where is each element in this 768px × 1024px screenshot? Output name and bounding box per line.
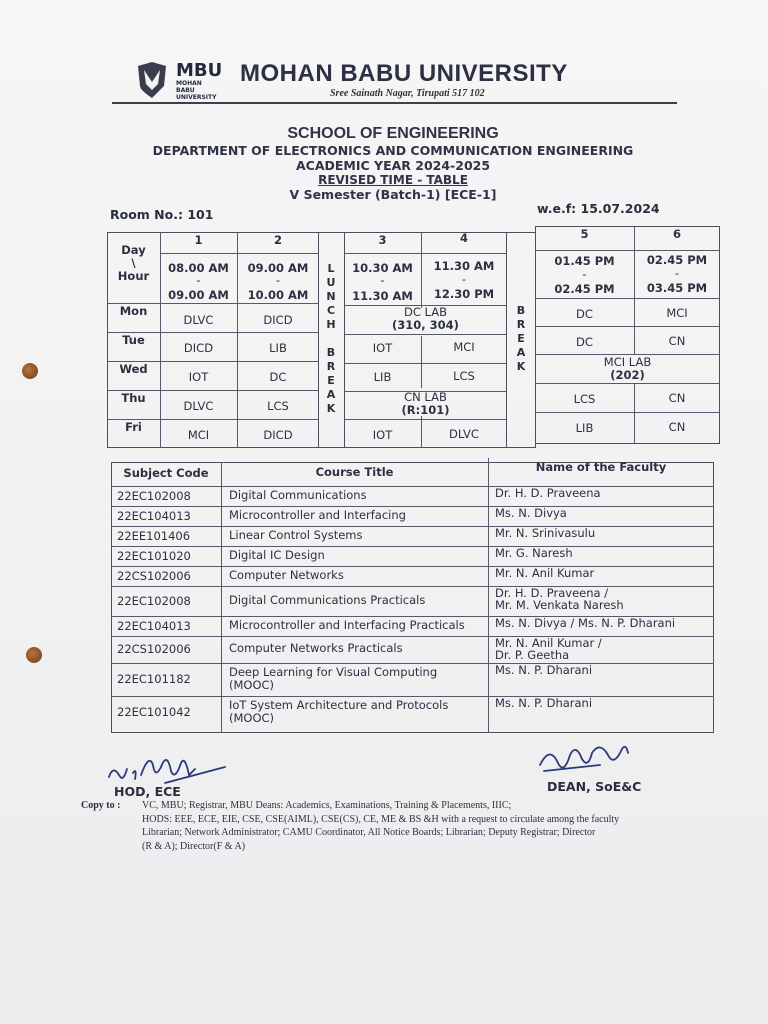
grid-line [160,253,319,254]
slot-tue-5: DC [576,335,593,349]
grid-line [535,326,720,327]
department-title: DEPARTMENT OF ELECTRONICS AND COMMUNICATION ENGINEERING [152,143,634,158]
slot-mon-1: DLVC [183,313,214,327]
subject-code: 22EE101406 [117,528,191,543]
punch-hole-bottom [26,647,42,663]
revised-timetable-heading: REVISED TIME - TABLE [318,173,468,187]
slot-tue-1: DICD [183,341,214,355]
column-header-code: Subject Code [123,466,209,480]
course-title: Deep Learning for Visual Computing [229,665,438,679]
time-dash: - [380,273,385,287]
period-time-end: 11.30 AM [352,289,413,303]
academic-year: ACADEMIC YEAR 2024-2025 [295,158,491,173]
slot-thu-3-4-room: (R:101) [401,403,450,417]
period-number: 2 [273,233,282,247]
column-header-faculty: Name of the Faculty [535,460,667,474]
slot-fri-3: IOT [372,428,393,442]
corner-day: Day [121,243,146,257]
grid-line [535,412,720,413]
faculty-name: Mr. G. Naresh [495,546,573,560]
document-titles [108,125,678,202]
lunch-break-label: L U N C H B R E A K [326,262,336,415]
faculty-name-line2: Dr. P. Geetha [495,648,570,662]
semester-batch: V Semester (Batch-1) [ECE-1] [289,187,497,202]
period-number: 4 [459,231,468,245]
subject-code: 22EC102008 [117,488,191,503]
slot-thu-6: CN [668,391,686,405]
slot-fri-6: CN [668,420,686,434]
course-title-line2: (MOOC) [229,678,275,692]
period-number: 6 [672,227,681,241]
room-number: Room No.: 101 [110,207,214,222]
slot-tue-6: CN [668,334,686,348]
day-label: Thu [121,391,146,405]
course-title: Computer Networks Practicals [229,641,403,655]
course-title: Linear Control Systems [229,527,363,542]
university-address: Sree Sainath Nagar, Tirupati 517 102 [330,88,485,99]
slot-thu-2: LCS [267,399,289,413]
slot-thu-5: LCS [573,392,596,406]
time-dash: - [674,266,680,280]
faculty-name: Mr. N. Anil Kumar [495,566,595,580]
slot-fri-1: MCI [187,428,210,442]
time-dash: - [196,273,201,287]
grid-line [488,458,489,733]
timetable [107,228,721,448]
grid-line [344,419,507,420]
slot-mon-6: MCI [666,306,688,320]
period-time-end: 02.45 PM [554,282,615,296]
slot-thu-1: DLVC [183,399,214,413]
slot-fri-4: DLVC [449,427,479,441]
faculty-name: Ms. N. P. Dharani [495,696,593,710]
dean-designation: DEAN, SoE&C [547,779,642,794]
period-time-end: 10.00 AM [247,288,309,302]
slot-wed-3: LIB [373,370,392,384]
effective-date: w.e.f: 15.07.2024 [537,201,660,216]
period-time-start: 01.45 PM [554,254,615,268]
column-header-title: Course Title [315,465,394,479]
slot-wed-5-6-room: (202) [610,368,645,382]
period-number: 3 [378,233,387,247]
course-title-line2: (MOOC) [229,711,275,725]
logo-text [176,60,223,101]
period-time-start: 09.00 AM [247,261,309,275]
grid-line [535,383,720,384]
time-dash: - [582,267,587,281]
dean-signature [530,735,640,780]
subject-code: 22EC101042 [117,705,191,719]
slot-fri-2: DICD [263,428,293,442]
course-title: Computer Networks [229,567,344,582]
grid-line [221,462,222,733]
logo-small-1: MOHAN BABU [176,80,202,94]
hod-designation: HOD, ECE [114,784,181,799]
slot-wed-1: IOT [188,370,209,384]
period-number: 1 [194,233,203,247]
slot-tue-3: IOT [372,341,393,355]
faculty-name: Ms. N. Divya [495,506,567,520]
course-title: Microcontroller and Interfacing [229,507,406,522]
grid-line [344,334,507,335]
slot-mon-3-4-room: (310, 304) [392,318,459,332]
faculty-name: Ms. N. P. Dharani [495,663,593,677]
slot-thu-3-4-lab: CN LAB [404,390,447,404]
slot-mon-2: DICD [263,313,293,327]
copy-to-line: VC, MBU; Registrar, MBU Deans: Academics, Examinations, Training & Placements, IIIC; [142,800,512,811]
copy-to-recipients [142,799,742,853]
course-title: Microcontroller and Interfacing Practicals [229,617,465,632]
subject-code: 22EC102008 [117,593,191,608]
copy-to-line: HODS: EEE, ECE, EIE, CSE, CSE(AIML), CSE(CS), CE, ME & BS &H with a request to circulate among the faculty [142,813,620,825]
subject-code: 22EC101182 [117,672,191,686]
period-number: 5 [580,227,589,241]
copy-to-label: Copy to : [81,800,121,811]
period-time-start: 08.00 AM [168,261,229,275]
slot-fri-5: LIB [575,421,594,435]
period-time-start: 11.30 AM [433,259,495,273]
grid-line [344,363,507,364]
subject-code: 22CS102006 [117,642,191,656]
subject-code: 22CS102006 [117,568,191,583]
break-label: B R E A K [516,304,526,373]
day-label: Wed [119,362,148,376]
grid-line [344,253,507,254]
slot-wed-5-6-lab: MCI LAB [603,355,652,369]
university-logo-icon [134,60,170,100]
school-title: SCHOOL OF ENGINEERING [287,125,499,142]
course-title: Digital Communications [229,487,367,502]
subject-table [111,458,714,733]
faculty-name: Dr. H. D. Praveena [495,486,601,500]
course-title: Digital IC Design [229,547,325,562]
logo-small-2: UNIVERSITY [176,94,217,101]
time-dash: - [275,273,281,287]
period-time-end: 03.45 PM [646,281,708,295]
slot-wed-4: LCS [453,369,475,383]
letterhead [112,58,682,108]
course-title: IoT System Architecture and Protocols [229,698,449,712]
corner-separator: \ [131,256,136,270]
slot-mon-5: DC [576,307,593,321]
copy-to-line: (R & A); Director(F & A) [142,840,246,852]
slot-tue-4: MCI [453,340,475,354]
corner-hour: Hour [117,269,150,283]
period-time-start: 02.45 PM [646,253,708,267]
period-time-end: 12.30 PM [433,287,495,301]
course-title: Digital Communications Practicals [229,592,426,607]
slot-mon-3-4-lab: DC LAB [404,305,447,319]
copy-to-line: Librarian; Network Administrator; CAMU Coordinator, All Notice Boards; Librarian; Deputy Registrar; Director [142,827,596,838]
period-time-start: 10.30 AM [352,261,413,275]
grid-line [535,298,720,299]
period-time-end: 09.00 AM [168,288,229,302]
university-name: MOHAN BABU UNIVERSITY [240,60,568,87]
grid-line [535,250,720,251]
subject-code: 22EC104013 [117,618,191,633]
faculty-name: Ms. N. Divya / Ms. N. P. Dharani [495,616,676,630]
faculty-name: Mr. N. Srinivasulu [495,526,596,540]
time-dash: - [461,272,467,286]
subject-code: 22EC104013 [117,508,191,523]
day-label: Tue [122,333,145,347]
faculty-name: Mr. N. Anil Kumar / [495,636,602,650]
slot-wed-2: DC [269,370,287,384]
logo-abbr: MBU [176,60,223,81]
faculty-name: Dr. H. D. Praveena / [495,586,609,600]
header-rule [112,102,677,104]
day-label: Fri [125,420,142,434]
subject-code: 22EC101020 [117,548,191,563]
punch-hole-top [22,363,38,379]
slot-tue-2: LIB [269,341,287,355]
faculty-name-line2: Mr. M. Venkata Naresh [495,598,624,612]
day-label: Mon [119,304,148,318]
